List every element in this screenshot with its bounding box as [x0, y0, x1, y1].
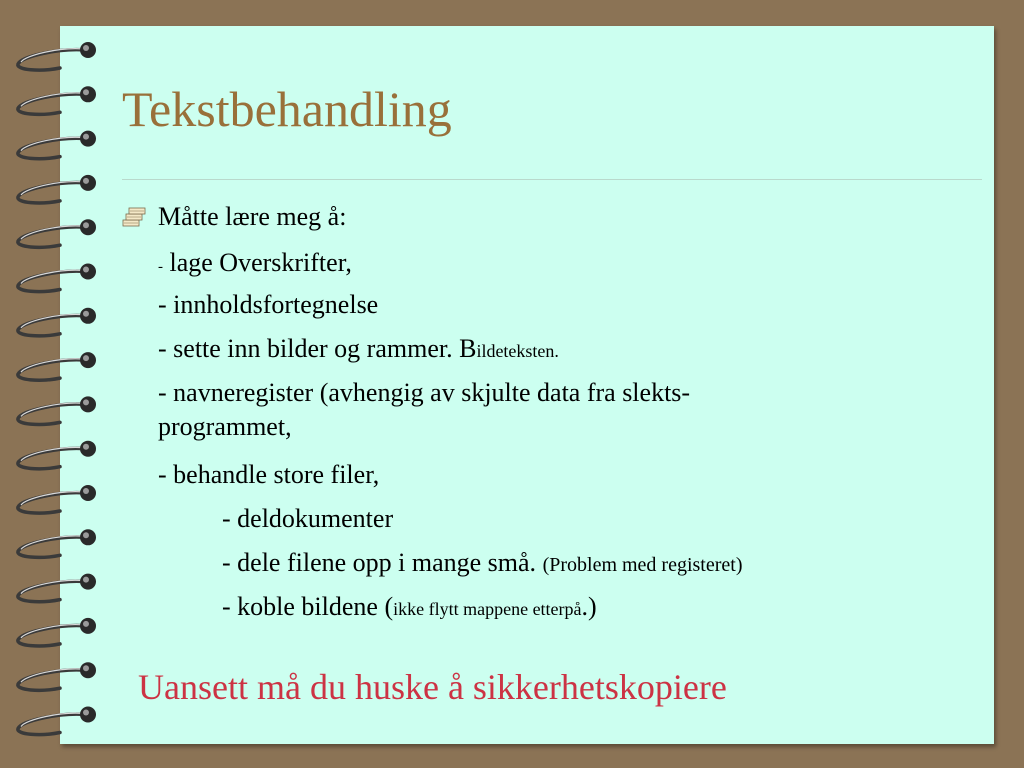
- title-divider: [122, 179, 982, 180]
- list-item-text: - sette inn bilder og rammer. B: [158, 334, 477, 363]
- list-item-text: - dele filene opp i mange små.: [222, 548, 543, 577]
- spiral-ring: [18, 441, 96, 469]
- spiral-ring: [18, 131, 96, 159]
- list-item-text: - koble bildene (: [222, 592, 394, 621]
- spiral-ring: [18, 707, 96, 735]
- list-item: [158, 334, 559, 364]
- list-item-small-text: (Problem med registeret): [542, 554, 743, 576]
- list-item-small-text: ildeteksten.: [476, 341, 559, 361]
- spiral-ring: [18, 42, 96, 70]
- list-item: - navneregister (avhengig av skjulte data fra slekts-: [158, 378, 691, 407]
- spiral-ring: [18, 86, 96, 114]
- list-item: programmet,: [158, 412, 292, 441]
- bullet-intro: Måtte lære meg å:: [158, 202, 347, 231]
- spiral-ring: [18, 485, 96, 513]
- list-item: - innholdsfortegnelse: [158, 290, 379, 319]
- spiral-ring: [18, 396, 96, 424]
- spiral-ring: [18, 662, 96, 690]
- list-item-text: lage Overskrifter,: [163, 248, 352, 277]
- spiral-ring: [18, 529, 96, 557]
- spiral-binding: [0, 0, 110, 768]
- footer-reminder: Uansett må du huske å sikkerhetskopiere: [138, 667, 727, 707]
- spiral-ring: [18, 618, 96, 646]
- book-stack-icon: [121, 206, 147, 228]
- spiral-ring: [18, 219, 96, 247]
- list-item-small-text: ikke flytt mappene etterpå: [393, 599, 582, 619]
- list-item: [158, 248, 352, 278]
- list-item: [222, 592, 597, 622]
- spiral-ring: [18, 175, 96, 203]
- list-item: - behandle store filer,: [158, 460, 380, 489]
- spiral-ring: [18, 352, 96, 380]
- list-item-dash: -: [158, 259, 163, 275]
- spiral-ring: [18, 264, 96, 292]
- spiral-ring: [18, 574, 96, 602]
- list-item: - deldokumenter: [222, 504, 394, 533]
- list-item-end-text: .): [581, 592, 597, 621]
- spiral-ring: [18, 308, 96, 336]
- page-title: Tekstbehandling: [122, 81, 452, 137]
- slide-page: [60, 26, 994, 744]
- list-item: [222, 548, 743, 578]
